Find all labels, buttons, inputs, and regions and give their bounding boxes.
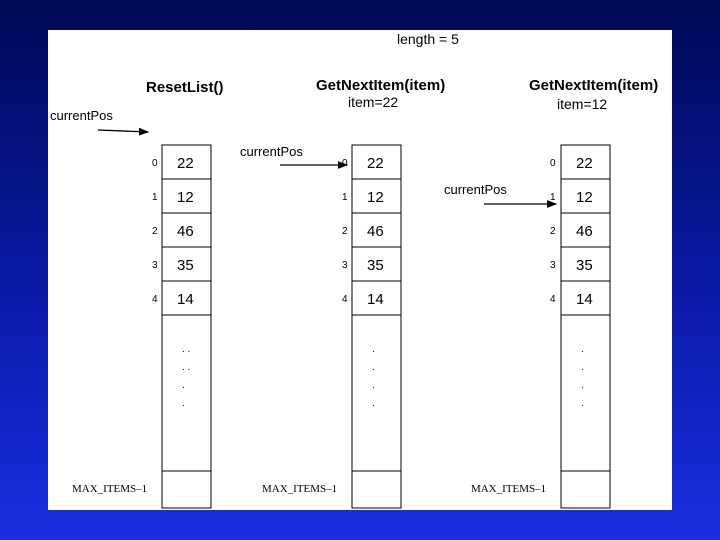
ellipsis-dots: .	[372, 380, 375, 391]
array-index-label: 4	[152, 294, 158, 305]
length-label: length = 5	[397, 31, 459, 47]
array-cell-value: 14	[177, 291, 194, 308]
current-pos-label: currentPos	[240, 144, 303, 159]
column-header: ResetList()	[146, 79, 224, 96]
array-index-label: 0	[342, 158, 348, 169]
ellipsis-dots: .	[581, 398, 584, 409]
slide	[48, 30, 672, 510]
column-header: GetNextItem(item)	[316, 77, 446, 94]
array-index-label: 3	[550, 260, 556, 271]
array-index-label: 1	[342, 192, 348, 203]
ellipsis-dots: .	[372, 362, 375, 373]
array-cell-value: 14	[367, 291, 384, 308]
array-index-label: 4	[342, 294, 348, 305]
column-header: GetNextItem(item)	[529, 77, 659, 94]
ellipsis-dots: .	[581, 344, 584, 355]
array-cell-value: 22	[177, 155, 194, 172]
array-index-label: 1	[152, 192, 158, 203]
max-items-label: MAX_ITEMS–1	[471, 483, 547, 495]
current-pos-label: currentPos	[50, 108, 113, 123]
max-items-label: MAX_ITEMS–1	[72, 483, 148, 495]
array-cell-value: 22	[367, 155, 384, 172]
array-index-label: 2	[342, 226, 348, 237]
array-cell-value: 12	[177, 189, 194, 206]
ellipsis-dots: .	[182, 398, 185, 409]
ellipsis-dots: .	[581, 362, 584, 373]
current-pos-arrow	[98, 130, 148, 132]
column-subheader: item=22	[348, 94, 399, 110]
max-items-label: MAX_ITEMS–1	[262, 483, 338, 495]
ellipsis-dots: . .	[182, 344, 191, 355]
column-subheader: item=12	[557, 96, 608, 112]
array-index-label: 0	[550, 158, 556, 169]
ellipsis-dots: .	[372, 398, 375, 409]
ellipsis-dots: .	[182, 380, 185, 391]
array-cell-value: 12	[576, 189, 593, 206]
current-pos-label: currentPos	[444, 182, 507, 197]
array-cell-value: 46	[576, 223, 593, 240]
array-traversal-diagram	[48, 30, 672, 510]
array-index-label: 4	[550, 294, 556, 305]
array-cell-value: 46	[367, 223, 384, 240]
array-cell-value: 22	[576, 155, 593, 172]
array-index-label: 2	[152, 226, 158, 237]
array-cell-value: 35	[576, 257, 593, 274]
ellipsis-dots: .	[581, 380, 584, 391]
array-index-label: 0	[152, 158, 158, 169]
array-index-label: 2	[550, 226, 556, 237]
array-cell-value: 12	[367, 189, 384, 206]
ellipsis-dots: .	[372, 344, 375, 355]
array-cell-value: 14	[576, 291, 593, 308]
array-cell-value: 46	[177, 223, 194, 240]
array-index-label: 3	[152, 260, 158, 271]
array-cell-value: 35	[177, 257, 194, 274]
array-index-label: 1	[550, 192, 556, 203]
array-cell-value: 35	[367, 257, 384, 274]
ellipsis-dots: . .	[182, 362, 191, 373]
array-index-label: 3	[342, 260, 348, 271]
